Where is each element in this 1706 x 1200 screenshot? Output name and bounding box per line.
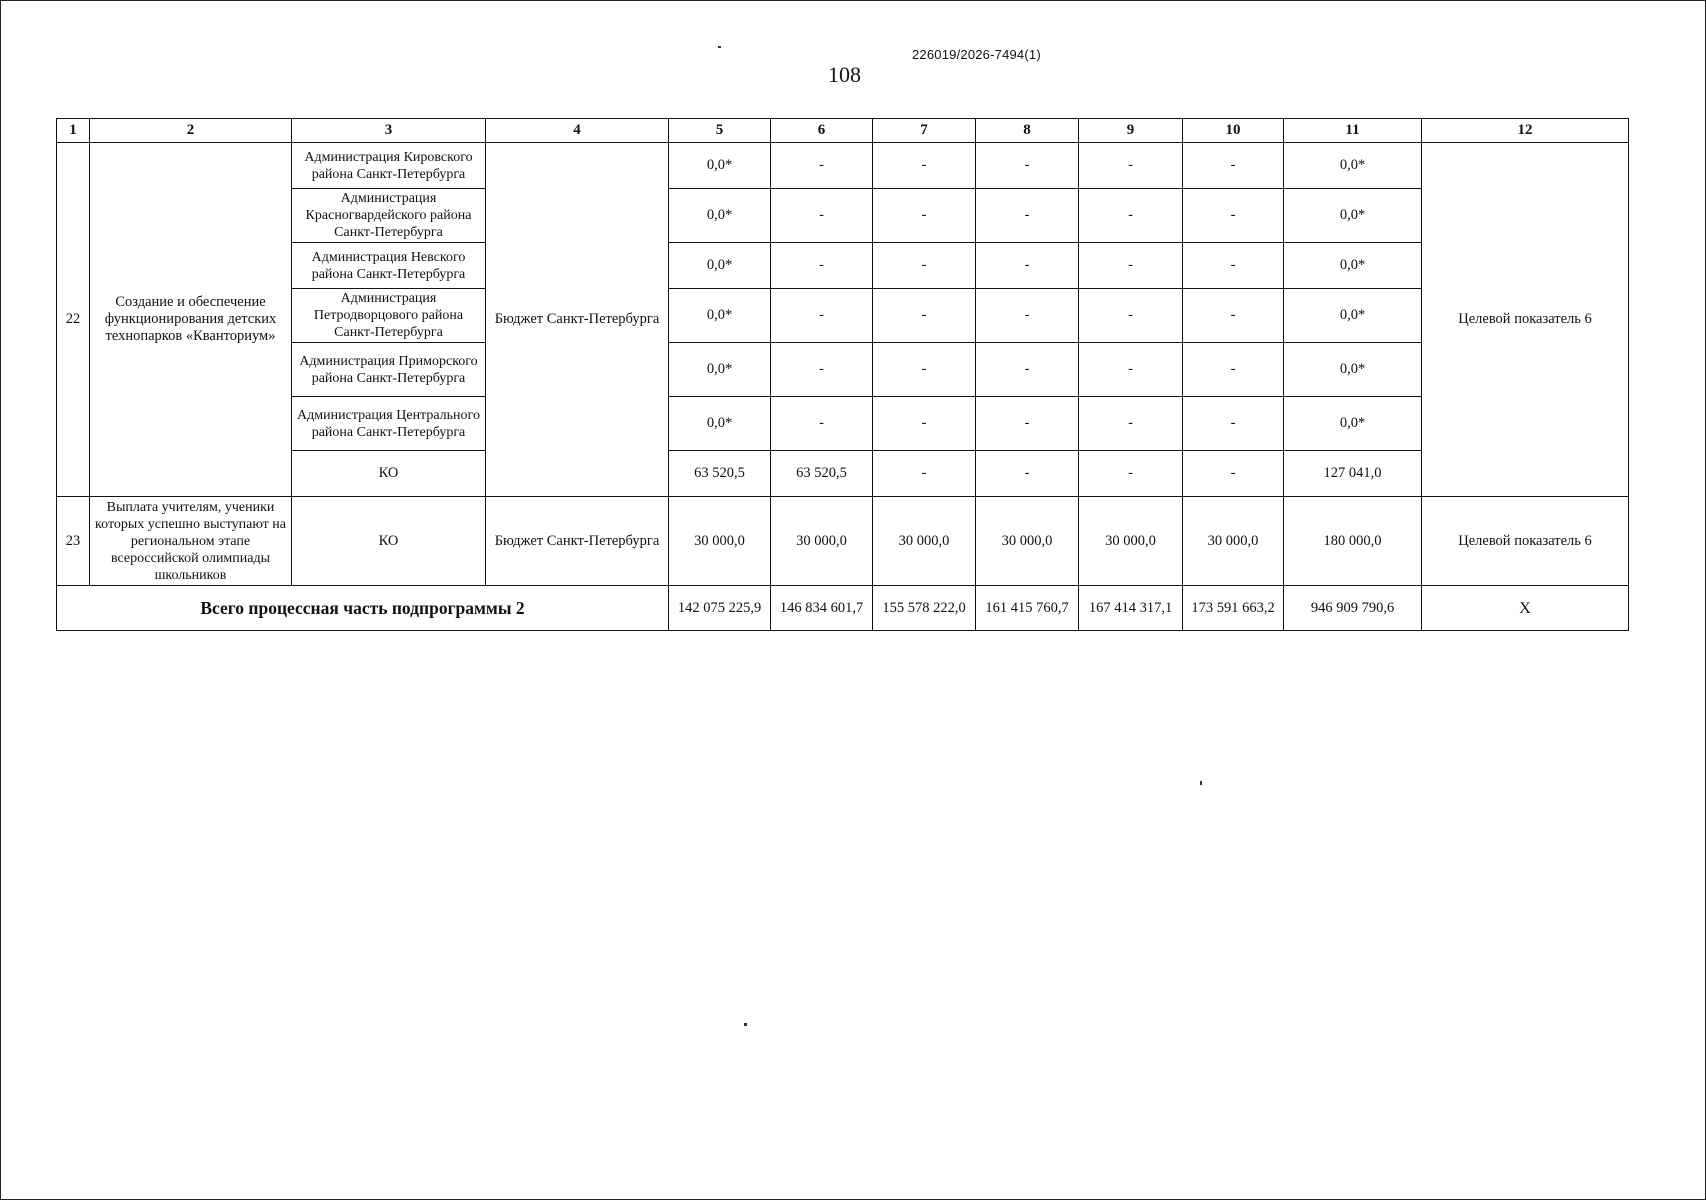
value-cell: - bbox=[1079, 289, 1183, 343]
total-value: 167 414 317,1 bbox=[1079, 586, 1183, 631]
scan-speck bbox=[718, 46, 721, 48]
total-value: 146 834 601,7 bbox=[771, 586, 873, 631]
indicator-cell: Целевой показатель 6 bbox=[1422, 143, 1629, 497]
column-header: 2 bbox=[90, 119, 292, 143]
executor-cell: Администрация Невского района Санкт-Петербурга bbox=[292, 243, 486, 289]
funding-source: Бюджет Санкт-Петербурга bbox=[486, 497, 669, 586]
value-cell: 0,0* bbox=[669, 397, 771, 451]
value-cell: - bbox=[771, 343, 873, 397]
value-cell: - bbox=[1183, 343, 1284, 397]
executor-cell: Администрация Кировского района Санкт-Петербурга bbox=[292, 143, 486, 189]
total-row bbox=[57, 586, 1629, 631]
value-cell: 30 000,0 bbox=[873, 497, 976, 586]
value-cell: - bbox=[873, 289, 976, 343]
column-header: 8 bbox=[976, 119, 1079, 143]
column-header: 12 bbox=[1422, 119, 1629, 143]
table-row bbox=[57, 189, 1629, 243]
value-cell: 63 520,5 bbox=[669, 451, 771, 497]
column-header: 4 bbox=[486, 119, 669, 143]
value-cell: 0,0* bbox=[669, 189, 771, 243]
value-cell: 63 520,5 bbox=[771, 451, 873, 497]
executor-cell: КО bbox=[292, 451, 486, 497]
value-cell: 0,0* bbox=[1284, 343, 1422, 397]
value-cell: - bbox=[976, 143, 1079, 189]
value-cell: - bbox=[873, 143, 976, 189]
row-number: 23 bbox=[57, 497, 90, 586]
value-cell: - bbox=[873, 189, 976, 243]
table-row bbox=[57, 289, 1629, 343]
table-row bbox=[57, 451, 1629, 497]
executor-cell: Администрация Петродворцового района Санкт-Петербурга bbox=[292, 289, 486, 343]
table-row bbox=[57, 243, 1629, 289]
page-number: 108 bbox=[828, 62, 861, 87]
value-cell: - bbox=[873, 343, 976, 397]
funding-source: Бюджет Санкт-Петербурга bbox=[486, 143, 669, 497]
value-cell: 0,0* bbox=[1284, 289, 1422, 343]
scan-speck bbox=[1200, 781, 1202, 785]
header-row bbox=[57, 119, 1629, 143]
value-cell: 127 041,0 bbox=[1284, 451, 1422, 497]
value-cell: - bbox=[976, 189, 1079, 243]
value-cell: - bbox=[1079, 189, 1183, 243]
value-cell: 30 000,0 bbox=[669, 497, 771, 586]
value-cell: 180 000,0 bbox=[1284, 497, 1422, 586]
column-header: 1 bbox=[57, 119, 90, 143]
total-value: 173 591 663,2 bbox=[1183, 586, 1284, 631]
executor-cell: Администрация Приморского района Санкт-Петербурга bbox=[292, 343, 486, 397]
total-label: Всего процессная часть подпрограммы 2 bbox=[57, 586, 669, 631]
document-id: 226019/2026-7494(1) bbox=[912, 47, 1041, 62]
value-cell: - bbox=[1183, 451, 1284, 497]
value-cell: - bbox=[771, 243, 873, 289]
value-cell: - bbox=[1183, 143, 1284, 189]
total-value: 155 578 222,0 bbox=[873, 586, 976, 631]
value-cell: - bbox=[1079, 397, 1183, 451]
value-cell: - bbox=[1079, 451, 1183, 497]
value-cell: 0,0* bbox=[669, 143, 771, 189]
value-cell: 0,0* bbox=[669, 343, 771, 397]
executor-cell: КО bbox=[292, 497, 486, 586]
total-value: 161 415 760,7 bbox=[976, 586, 1079, 631]
column-header: 6 bbox=[771, 119, 873, 143]
table-row bbox=[57, 343, 1629, 397]
value-cell: - bbox=[1183, 243, 1284, 289]
value-cell: 0,0* bbox=[1284, 243, 1422, 289]
value-cell: - bbox=[976, 343, 1079, 397]
value-cell: 0,0* bbox=[1284, 189, 1422, 243]
value-cell: - bbox=[771, 189, 873, 243]
value-cell: 30 000,0 bbox=[976, 497, 1079, 586]
value-cell: - bbox=[771, 143, 873, 189]
table-row bbox=[57, 497, 1629, 586]
table-row bbox=[57, 397, 1629, 451]
column-header: 7 bbox=[873, 119, 976, 143]
executor-cell: Администрация Красногвардейского района Санкт-Петербурга bbox=[292, 189, 486, 243]
value-cell: 0,0* bbox=[1284, 397, 1422, 451]
value-cell: - bbox=[1183, 189, 1284, 243]
budget-table bbox=[56, 118, 1629, 631]
total-value: 142 075 225,9 bbox=[669, 586, 771, 631]
table-row bbox=[57, 143, 1629, 189]
column-header: 5 bbox=[669, 119, 771, 143]
value-cell: 0,0* bbox=[669, 243, 771, 289]
total-indicator: X bbox=[1422, 586, 1629, 631]
value-cell: 0,0* bbox=[669, 289, 771, 343]
value-cell: - bbox=[771, 397, 873, 451]
value-cell: - bbox=[873, 243, 976, 289]
value-cell: - bbox=[1079, 243, 1183, 289]
value-cell: 30 000,0 bbox=[1079, 497, 1183, 586]
value-cell: - bbox=[771, 289, 873, 343]
measure-name: Создание и обеспечение функционирования детских технопарков «Кванториум» bbox=[90, 143, 292, 497]
value-cell: - bbox=[873, 451, 976, 497]
value-cell: - bbox=[976, 397, 1079, 451]
value-cell: 30 000,0 bbox=[771, 497, 873, 586]
column-header: 11 bbox=[1284, 119, 1422, 143]
scan-speck bbox=[744, 1023, 747, 1026]
total-value: 946 909 790,6 bbox=[1284, 586, 1422, 631]
value-cell: - bbox=[1183, 289, 1284, 343]
value-cell: - bbox=[976, 451, 1079, 497]
measure-name: Выплата учителям, ученики которых успешно выступают на региональном этапе всероссийской олимпиады школьников bbox=[90, 497, 292, 586]
value-cell: - bbox=[1183, 397, 1284, 451]
executor-cell: Администрация Центрального района Санкт-Петербурга bbox=[292, 397, 486, 451]
column-header: 10 bbox=[1183, 119, 1284, 143]
value-cell: 30 000,0 bbox=[1183, 497, 1284, 586]
row-number: 22 bbox=[57, 143, 90, 497]
value-cell: 0,0* bbox=[1284, 143, 1422, 189]
value-cell: - bbox=[873, 397, 976, 451]
column-header: 9 bbox=[1079, 119, 1183, 143]
value-cell: - bbox=[1079, 343, 1183, 397]
column-header: 3 bbox=[292, 119, 486, 143]
indicator-cell: Целевой показатель 6 bbox=[1422, 497, 1629, 586]
value-cell: - bbox=[1079, 143, 1183, 189]
value-cell: - bbox=[976, 289, 1079, 343]
value-cell: - bbox=[976, 243, 1079, 289]
